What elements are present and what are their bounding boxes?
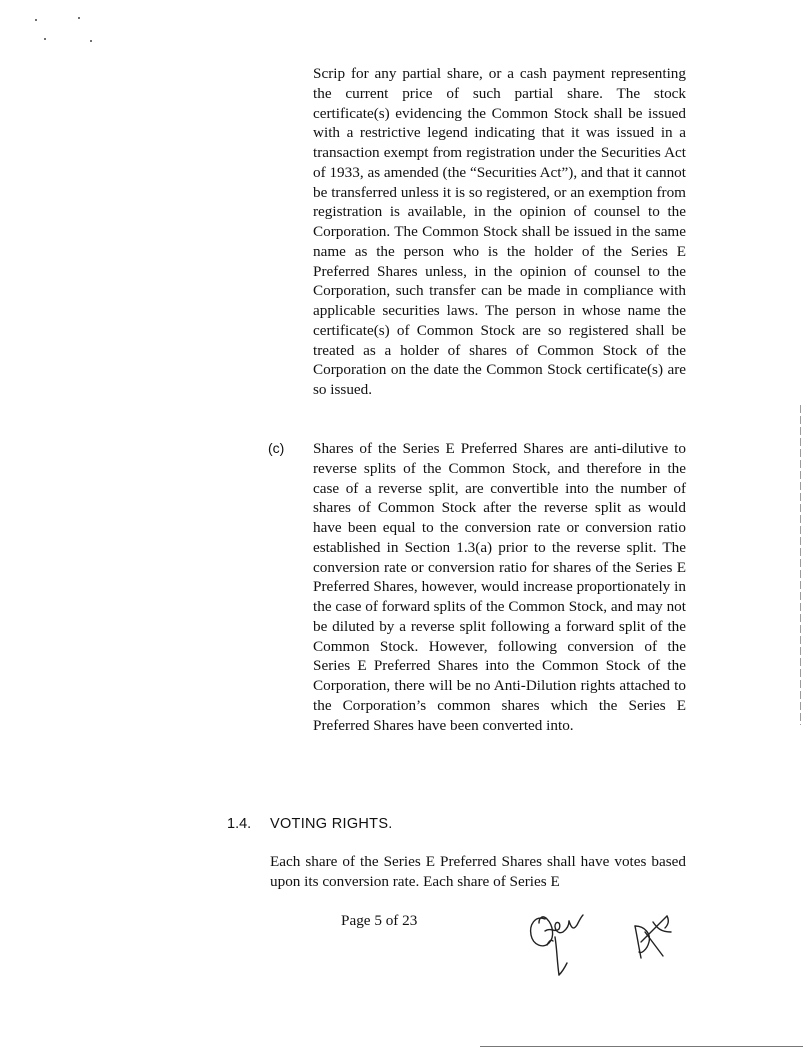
scan-edge-line [480,1046,803,1047]
item-c-label: (c) [268,440,285,456]
voting-rights-paragraph: Each share of the Series E Preferred Shares shall have votes based upon its conversion rate. Each share of Series E [270,853,686,890]
signature-initials-2 [627,912,675,962]
section-number: 1.4. [227,816,252,832]
page-number: Page 5 of 23 [341,912,418,929]
section-heading: VOTING RIGHTS. [270,816,393,832]
item-c-paragraph: Shares of the Series E Preferred Shares are anti-dilutive to reverse splits of the Common Stock, and therefore in the case of a reverse split, are convertible into the number of shares of Common Stock after the reverse split as would have been equal to the conversion rate or conversion ratio established in Section 1.3(a) prior to the reverse split. The conversion rate or conversion ratio for shares of the Series E Preferred Shares, however, would increase proportionately in the case of forward splits of the Common Stock, and may not be diluted by a reverse split following a forward split of the Common Stock. However, following conversion of the Series E Preferred Shares into the Common Stock of the Corporation, there will be no Anti-Dilution rights attached to the Corporation’s common shares which the Series E Preferred Shares have been converted into. [313,440,686,734]
scan-speck [44,38,46,40]
scan-speck [78,17,80,19]
scan-speck [90,40,92,42]
signature-initials-1 [525,905,593,981]
scan-speck [35,19,37,21]
continuation-paragraph: Scrip for any partial share, or a cash payment representing the current price of such partial share. The stock certificate(s) evidencing the Common Stock shall be issued with a restrictive legend indicating that it was issued in a transaction exempt from registration under the Securities Act of 1933, as amended (the “Securities Act”), and that it cannot be transferred unless it is so registered, or an exemption from registration is available, in the opinion of counsel to the Corporation. The Common Stock shall be issued in the same name as the person who is the holder of the Series E Preferred Shares unless, in the opinion of counsel to the Corporation, such transfer can be made in compliance with applicable securities laws. The person in whose name the certificate(s) of Common Stock are so registered shall be treated as a holder of shares of Common Stock of the Corporation on the date the Common Stock certificate(s) are so issued. [313,65,686,398]
scan-edge-line [800,405,801,725]
